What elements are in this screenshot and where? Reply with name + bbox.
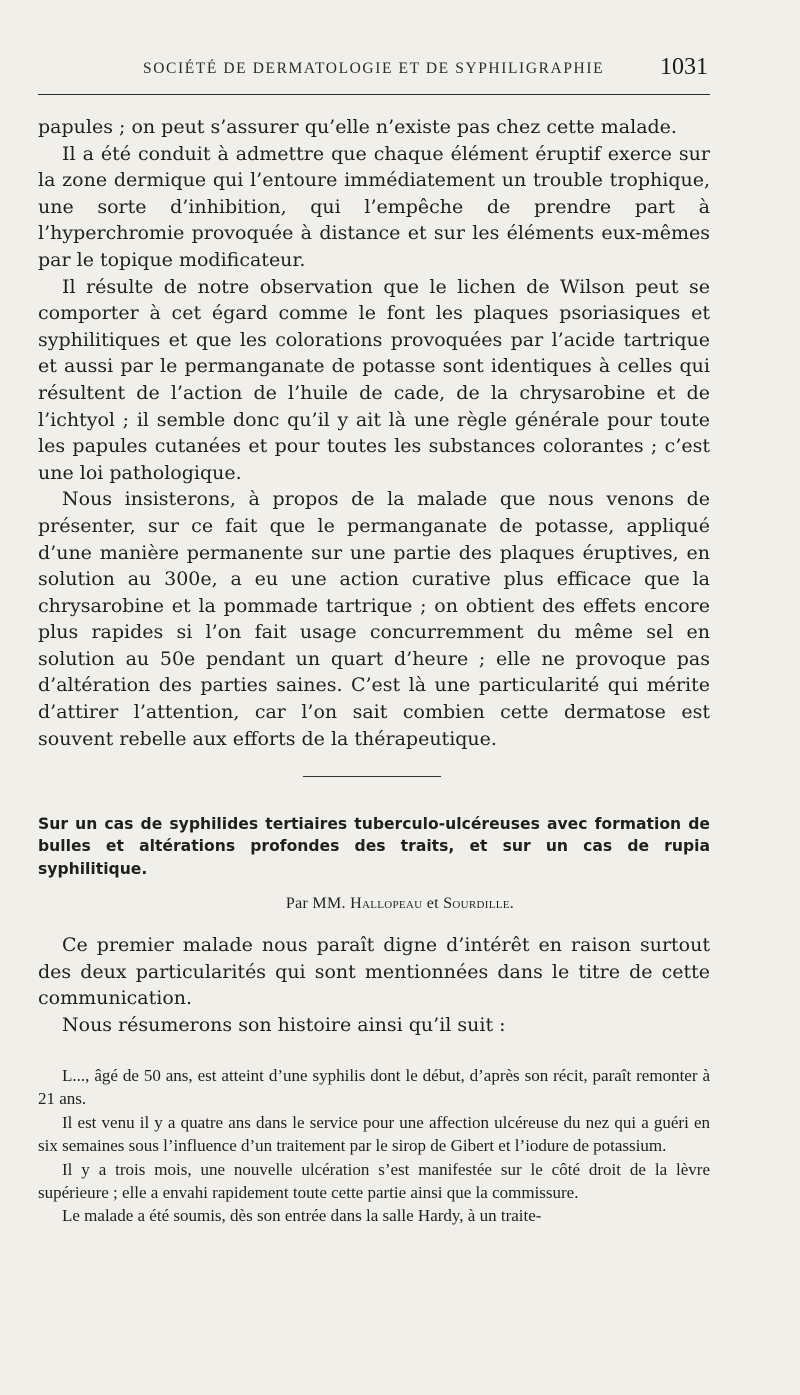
body-paragraph: papules ; on peut s’assurer qu’elle n’existe pas chez cette malade. [38, 116, 677, 138]
case-paragraph: Le malade a été soumis, dès son entrée dans la salle Hardy, à un traite- [62, 1206, 542, 1226]
authors-prefix: Par MM. [285, 895, 346, 912]
authors-joiner: et [426, 895, 439, 912]
body-paragraph: Il a été conduit à admettre que chaque élément éruptif exerce sur la zone dermique qui l’entoure immédiatement un trouble trophique, une sorte d’inhibition, qui l’empêche de prendre part à l’hyperchromie provoquée à distance et sur les éléments eux-mêmes par le topique modificateur. [38, 142, 710, 271]
intro-paragraph: Ce premier malade nous paraît digne d’intérêt en raison surtout des deux particularités qui sont mentionnées dans le titre de cette communication. [38, 934, 710, 1010]
previous-article-body [38, 114, 710, 752]
author-sourdille: Sourdille. [443, 895, 515, 912]
case-history [38, 1064, 710, 1228]
body-paragraph: Il résulte de notre observation que le lichen de Wilson peut se comporter à cet égard comme le font les plaques psoriasiques et syphilitiques et que les colorations provoquées par l’acide tartrique et aussi par le permanganate de potasse sont identiques à celles qui résultent de l’action de l’huile de cade, de la chrysarobine et de l’ichtyol ; il semble donc qu’il y ait là une règle générale pour toute les papules cutanées et pour toutes les substances colorantes ; c’est une loi pathologique. [38, 275, 710, 484]
intro-paragraph: Nous résumerons son histoire ainsi qu’il suit : [62, 1013, 506, 1036]
case-paragraph: Il y a trois mois, une nouvelle ulcération s’est manifestée sur le côté droit de la lèvre supérieure ; elle a envahi rapidement toute cette partie ainsi que la commissure. [38, 1159, 710, 1203]
running-head: SOCIÉTÉ DE DERMATOLOGIE ET DE SYPHILIGRAPHIE [143, 60, 605, 77]
case-paragraph: L..., âgé de 50 ans, est atteint d’une syphilis dont le début, d’après son récit, paraît remonter à 21 ans. [38, 1066, 710, 1109]
section-separator [303, 776, 441, 777]
page-header [38, 56, 710, 86]
article-title: Sur un cas de syphilides tertiaires tuberculo-ulcéreuses avec formation de bulles et altérations profondes des traits, et sur un cas de rupia syphilitique. [38, 815, 710, 878]
page-number: 1031 [660, 54, 708, 80]
body-paragraph: Nous insisterons, à propos de la malade que nous venons de présenter, sur ce fait que le permanganate de potasse, appliqué d’une manière permanente sur une partie des plaques éruptives, en solution au 300e, a eu une action curative plus efficace que la chrysarobine et la pommade tartrique ; on obtient des effets encore plus rapides si l’on fait usage concurremment du même sel en solution au 50e pendant un quart d’heure ; elle ne provoque pas d’altération des parties saines. C’est là une particularité qui mérite d’attirer l’attention, car l’on sait combien cette dermatose est souvent rebelle aux efforts de la thérapeutique. [38, 488, 710, 750]
case-paragraph: Il est venu il y a quatre ans dans le service pour une affection ulcéreuse du nez qui a guéri en six semaines sous l’influence d’un traitement par le sirop de Gibert et l’iodure de potassium. [38, 1112, 710, 1156]
header-rule [38, 94, 710, 95]
article-intro [38, 932, 710, 1038]
author-hallopeau: Hallopeau [350, 895, 423, 912]
article-authors [0, 895, 800, 913]
